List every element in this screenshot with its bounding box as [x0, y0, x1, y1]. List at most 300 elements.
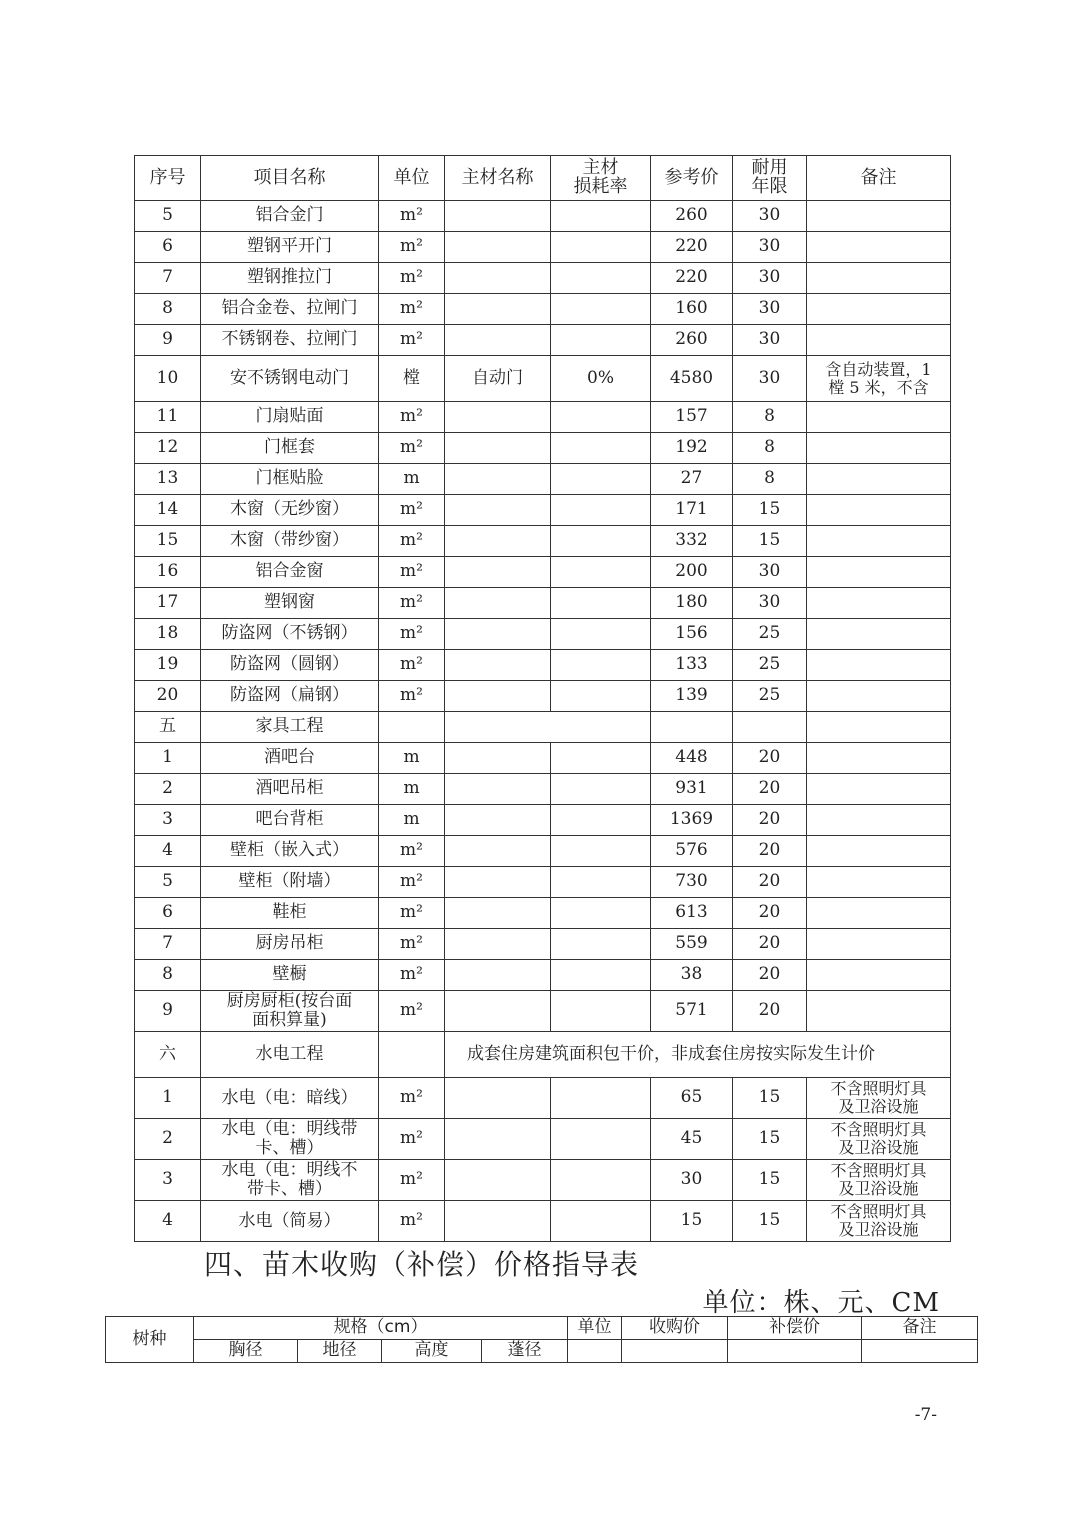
cell-loss [551, 743, 651, 774]
cell-unit: m² [379, 294, 445, 325]
cell-note [807, 263, 951, 294]
cell-seq: 13 [135, 464, 201, 495]
table-row [135, 681, 951, 712]
cell-note [807, 960, 951, 991]
cell-seq: 17 [135, 588, 201, 619]
cell-name: 木窗（带纱窗） [201, 526, 379, 557]
cell-life: 8 [733, 464, 807, 495]
cell-unit: m² [379, 495, 445, 526]
section-seq: 五 [135, 712, 201, 743]
cell-unit: m² [379, 991, 445, 1032]
cell-material [445, 263, 551, 294]
header-spec: 规格（cm） [194, 1317, 568, 1340]
cell-unit: 樘 [379, 356, 445, 402]
cell-loss [551, 232, 651, 263]
table-row [135, 464, 951, 495]
cell-material [445, 1201, 551, 1242]
cell-material [445, 681, 551, 712]
cell-name [201, 991, 379, 1032]
tree-price-table [105, 1316, 978, 1363]
cell-material [445, 743, 551, 774]
cell-material [445, 929, 551, 960]
cell-seq: 10 [135, 356, 201, 402]
header-unit: 单位 [568, 1317, 622, 1340]
table-row [135, 743, 951, 774]
header-name: 项目名称 [201, 156, 379, 201]
table-row [135, 263, 951, 294]
cell-note [862, 1340, 978, 1363]
cell-life: 20 [733, 743, 807, 774]
cell-loss [551, 774, 651, 805]
cell-unit: m² [379, 1160, 445, 1201]
table-row [135, 1119, 951, 1160]
cell-price: 931 [651, 774, 733, 805]
cell-life [733, 712, 807, 743]
table-row [135, 619, 951, 650]
cell-price: 171 [651, 495, 733, 526]
cell-life: 30 [733, 557, 807, 588]
note-line2: 及卫浴设施 [838, 1138, 919, 1157]
cell-material [445, 774, 551, 805]
cell-unit: m [379, 805, 445, 836]
cell-seq: 1 [135, 1078, 201, 1119]
cell-unit: m² [379, 201, 445, 232]
cell-loss [551, 805, 651, 836]
cell-name: 壁柜（嵌入式） [201, 836, 379, 867]
cell-seq: 14 [135, 495, 201, 526]
cell-unit: m² [379, 433, 445, 464]
cell-name: 吧台背柜 [201, 805, 379, 836]
cell-note [807, 619, 951, 650]
cell-life: 30 [733, 232, 807, 263]
cell-price: 260 [651, 201, 733, 232]
section-seq: 六 [135, 1032, 201, 1078]
cell-seq: 9 [135, 991, 201, 1032]
cell-life: 30 [733, 356, 807, 402]
cell-seq: 11 [135, 402, 201, 433]
cell-loss [551, 294, 651, 325]
cell-price: 65 [651, 1078, 733, 1119]
table-row [135, 557, 951, 588]
cell-note [807, 294, 951, 325]
cell-price: 139 [651, 681, 733, 712]
cell-seq: 20 [135, 681, 201, 712]
table-row [135, 960, 951, 991]
cell-seq: 7 [135, 929, 201, 960]
cell-unit: m² [379, 619, 445, 650]
cell-name: 防盗网（扁钢） [201, 681, 379, 712]
cell-loss [551, 960, 651, 991]
cell-material [445, 557, 551, 588]
note-line1: 不含照明灯具 [830, 1079, 927, 1099]
note-line2: 及卫浴设施 [838, 1179, 919, 1198]
header-note: 备注 [807, 156, 951, 201]
cell-price: 220 [651, 263, 733, 294]
cell-note [807, 712, 951, 743]
section-note: 成套住房建筑面积包干价，非成套住房按实际发生计价 [445, 1032, 951, 1078]
name-line1: 厨房厨柜(按台面 [226, 991, 353, 1012]
cell-material [445, 402, 551, 433]
cell-seq: 5 [135, 867, 201, 898]
cell-price: 30 [651, 1160, 733, 1201]
cell-price: 448 [651, 743, 733, 774]
cell-name: 门框套 [201, 433, 379, 464]
price-table [134, 155, 951, 1242]
table-row [135, 898, 951, 929]
cell-price: 220 [651, 232, 733, 263]
header-seq: 序号 [135, 156, 201, 201]
note-line1: 不含照明灯具 [830, 1202, 927, 1222]
cell-note [807, 898, 951, 929]
cell-loss [551, 495, 651, 526]
cell-loss [551, 650, 651, 681]
cell-life: 20 [733, 836, 807, 867]
table-row [135, 356, 951, 402]
header-note: 备注 [862, 1317, 978, 1340]
cell-price: 613 [651, 898, 733, 929]
cell-name: 铝合金窗 [201, 557, 379, 588]
cell-note [807, 867, 951, 898]
cell-seq: 8 [135, 960, 201, 991]
header-ground-diameter: 地径 [298, 1340, 382, 1363]
header-unit: 单位 [379, 156, 445, 201]
header-loss [551, 156, 651, 201]
cell-life: 30 [733, 294, 807, 325]
cell-life: 30 [733, 588, 807, 619]
cell-unit: m [379, 774, 445, 805]
table-row [135, 774, 951, 805]
cell-life: 8 [733, 433, 807, 464]
note-line2: 及卫浴设施 [838, 1220, 919, 1239]
table-row [135, 201, 951, 232]
cell-seq: 12 [135, 433, 201, 464]
table-row [135, 805, 951, 836]
cell-loss [551, 433, 651, 464]
name-line1: 水电（电：明线带 [221, 1119, 358, 1140]
cell-loss [551, 588, 651, 619]
cell-material [445, 836, 551, 867]
cell-note [807, 356, 951, 402]
cell-material: 自动门 [445, 356, 551, 402]
cell-seq: 1 [135, 743, 201, 774]
cell-life: 15 [733, 495, 807, 526]
cell-name: 铝合金卷、拉闸门 [201, 294, 379, 325]
cell-seq: 3 [135, 805, 201, 836]
cell-material [445, 294, 551, 325]
section-heading: 四、苗木收购（补偿）价格指导表 [204, 1248, 640, 1281]
cell-material [445, 1119, 551, 1160]
cell-note [807, 1160, 951, 1201]
cell-note [807, 464, 951, 495]
cell-name: 厨房吊柜 [201, 929, 379, 960]
cell-material [445, 464, 551, 495]
cell-seq: 2 [135, 774, 201, 805]
cell-unit: m² [379, 867, 445, 898]
cell-price: 157 [651, 402, 733, 433]
cell-seq: 4 [135, 1201, 201, 1242]
cell-life: 30 [733, 201, 807, 232]
tree-subheader-row [106, 1340, 978, 1363]
cell-note [807, 402, 951, 433]
header-loss-line2: 损耗率 [573, 176, 628, 197]
cell-name: 防盗网（不锈钢） [201, 619, 379, 650]
cell-seq: 7 [135, 263, 201, 294]
cell-unit: m² [379, 650, 445, 681]
table-row [135, 588, 951, 619]
cell-seq: 2 [135, 1119, 201, 1160]
header-chest-diameter: 胸径 [194, 1340, 298, 1363]
cell-loss [551, 929, 651, 960]
cell-price: 192 [651, 433, 733, 464]
note-line1: 含自动装置，1 [825, 359, 932, 379]
header-price: 参考价 [651, 156, 733, 201]
cell-name [201, 1201, 379, 1242]
cell-life: 15 [733, 1119, 807, 1160]
cell-seq: 3 [135, 1160, 201, 1201]
cell-life: 30 [733, 263, 807, 294]
cell-price: 1369 [651, 805, 733, 836]
cell-price: 571 [651, 991, 733, 1032]
table-row [135, 526, 951, 557]
table-row [135, 1160, 951, 1201]
header-buy-price: 收购价 [622, 1317, 728, 1340]
cell-life: 30 [733, 325, 807, 356]
cell-price: 45 [651, 1119, 733, 1160]
name-line2: 带卡、槽） [247, 1179, 332, 1199]
cell-note [807, 232, 951, 263]
cell-unit: m² [379, 1078, 445, 1119]
cell-unit: m² [379, 898, 445, 929]
cell-unit [568, 1340, 622, 1363]
cell-loss [551, 325, 651, 356]
header-species: 树种 [106, 1317, 194, 1363]
table-row [135, 1078, 951, 1119]
cell-unit: m² [379, 681, 445, 712]
cell-name: 防盗网（圆钢） [201, 650, 379, 681]
cell-loss [551, 1201, 651, 1242]
cell-unit: m² [379, 836, 445, 867]
cell-seq: 6 [135, 898, 201, 929]
cell-material [445, 1160, 551, 1201]
table-row [135, 433, 951, 464]
cell-price: 260 [651, 325, 733, 356]
cell-price: 27 [651, 464, 733, 495]
cell-loss [551, 836, 651, 867]
note-line1: 不含照明灯具 [830, 1120, 927, 1140]
table-row [135, 232, 951, 263]
cell-loss [551, 1119, 651, 1160]
cell-note [807, 325, 951, 356]
cell-loss [551, 557, 651, 588]
cell-price: 133 [651, 650, 733, 681]
page-number: -7- [914, 1405, 937, 1425]
cell-name [201, 1078, 379, 1119]
table-header-row [135, 156, 951, 201]
table-row [135, 836, 951, 867]
cell-seq: 16 [135, 557, 201, 588]
cell-price: 156 [651, 619, 733, 650]
cell-life: 25 [733, 619, 807, 650]
cell-unit [379, 1032, 445, 1078]
cell-unit: m² [379, 960, 445, 991]
cell-material [445, 526, 551, 557]
cell-material [445, 991, 551, 1032]
cell-unit: m² [379, 929, 445, 960]
cell-name: 门扇贴面 [201, 402, 379, 433]
cell-life: 20 [733, 867, 807, 898]
cell-material [445, 867, 551, 898]
cell-note [807, 201, 951, 232]
cell-material [445, 898, 551, 929]
header-life-line1: 耐用 [751, 157, 788, 179]
note-line1: 不含照明灯具 [830, 1161, 927, 1181]
section-row-furniture [135, 712, 951, 743]
cell-loss [551, 1160, 651, 1201]
cell-name [201, 1119, 379, 1160]
cell-price: 200 [651, 557, 733, 588]
cell-seq: 19 [135, 650, 201, 681]
cell-note [807, 929, 951, 960]
cell-price: 559 [651, 929, 733, 960]
cell-unit: m² [379, 588, 445, 619]
table-row [135, 929, 951, 960]
cell-price: 730 [651, 867, 733, 898]
cell-life: 25 [733, 681, 807, 712]
cell-unit: m² [379, 526, 445, 557]
cell-unit: m [379, 743, 445, 774]
cell-loss [551, 619, 651, 650]
cell-material [445, 960, 551, 991]
cell-material [445, 588, 551, 619]
cell-unit: m² [379, 263, 445, 294]
section-name: 水电工程 [201, 1032, 379, 1078]
cell-name: 鞋柜 [201, 898, 379, 929]
cell-material [445, 325, 551, 356]
header-life [733, 156, 807, 201]
header-material: 主材名称 [445, 156, 551, 201]
cell-name [201, 1160, 379, 1201]
cell-loss [551, 991, 651, 1032]
cell-name: 门框贴脸 [201, 464, 379, 495]
cell-material [445, 433, 551, 464]
name-line1: 水电（电：暗线） [221, 1087, 358, 1108]
cell-life: 15 [733, 1201, 807, 1242]
cell-unit: m² [379, 1201, 445, 1242]
header-height: 高度 [382, 1340, 482, 1363]
cell-life: 20 [733, 960, 807, 991]
cell-name: 酒吧台 [201, 743, 379, 774]
cell-seq: 6 [135, 232, 201, 263]
cell-seq: 18 [135, 619, 201, 650]
cell-unit: m² [379, 1119, 445, 1160]
cell-seq: 4 [135, 836, 201, 867]
cell-material [445, 712, 651, 743]
cell-name: 不锈钢卷、拉闸门 [201, 325, 379, 356]
unit-line: 单位：株、元、CM [702, 1288, 940, 1318]
cell-loss [551, 867, 651, 898]
table-row [135, 991, 951, 1032]
header-crown-diameter: 蓬径 [482, 1340, 568, 1363]
name-line2: 面积算量) [252, 1010, 327, 1030]
cell-loss [551, 1078, 651, 1119]
cell-material [445, 619, 551, 650]
cell-name: 塑钢窗 [201, 588, 379, 619]
cell-unit: m² [379, 402, 445, 433]
cell-name: 塑钢平开门 [201, 232, 379, 263]
cell-note [807, 681, 951, 712]
name-line1: 水电（简易） [238, 1210, 341, 1231]
cell-price: 38 [651, 960, 733, 991]
cell-unit [379, 712, 445, 743]
cell-loss [551, 681, 651, 712]
cell-note [807, 836, 951, 867]
cell-seq: 5 [135, 201, 201, 232]
cell-life: 20 [733, 898, 807, 929]
cell-name: 塑钢推拉门 [201, 263, 379, 294]
header-loss-line1: 主材 [582, 157, 619, 179]
cell-unit: m² [379, 325, 445, 356]
cell-price: 180 [651, 588, 733, 619]
table-row [135, 325, 951, 356]
cell-note [807, 526, 951, 557]
cell-note [807, 495, 951, 526]
cell-seq: 8 [135, 294, 201, 325]
cell-name: 酒吧吊柜 [201, 774, 379, 805]
cell-material [445, 201, 551, 232]
table-row [135, 1201, 951, 1242]
cell-note [807, 1078, 951, 1119]
table-row [135, 495, 951, 526]
cell-seq: 9 [135, 325, 201, 356]
cell-life: 25 [733, 650, 807, 681]
cell-loss: 0% [551, 356, 651, 402]
cell-life: 15 [733, 1078, 807, 1119]
cell-loss [551, 898, 651, 929]
cell-unit: m² [379, 232, 445, 263]
header-comp-price: 补偿价 [728, 1317, 862, 1340]
cell-note [807, 1201, 951, 1242]
cell-material [445, 805, 551, 836]
cell-name: 壁柜（附墙） [201, 867, 379, 898]
cell-material [445, 232, 551, 263]
cell-note [807, 991, 951, 1032]
cell-note [807, 433, 951, 464]
cell-buy-price [622, 1340, 728, 1363]
table-row [135, 294, 951, 325]
cell-unit: m [379, 464, 445, 495]
cell-name: 壁橱 [201, 960, 379, 991]
cell-note [807, 1119, 951, 1160]
table-row [135, 650, 951, 681]
cell-price: 4580 [651, 356, 733, 402]
cell-seq: 15 [135, 526, 201, 557]
cell-price: 15 [651, 1201, 733, 1242]
cell-comp-price [728, 1340, 862, 1363]
section-name: 家具工程 [201, 712, 379, 743]
cell-loss [551, 201, 651, 232]
cell-loss [551, 464, 651, 495]
cell-note [807, 557, 951, 588]
name-line2: 卡、槽） [255, 1138, 324, 1158]
cell-material [445, 495, 551, 526]
cell-note [807, 805, 951, 836]
cell-note [807, 743, 951, 774]
section-row-plumbing-electric [135, 1032, 951, 1078]
cell-price [651, 712, 733, 743]
table-row [135, 867, 951, 898]
cell-note [807, 774, 951, 805]
cell-note [807, 650, 951, 681]
